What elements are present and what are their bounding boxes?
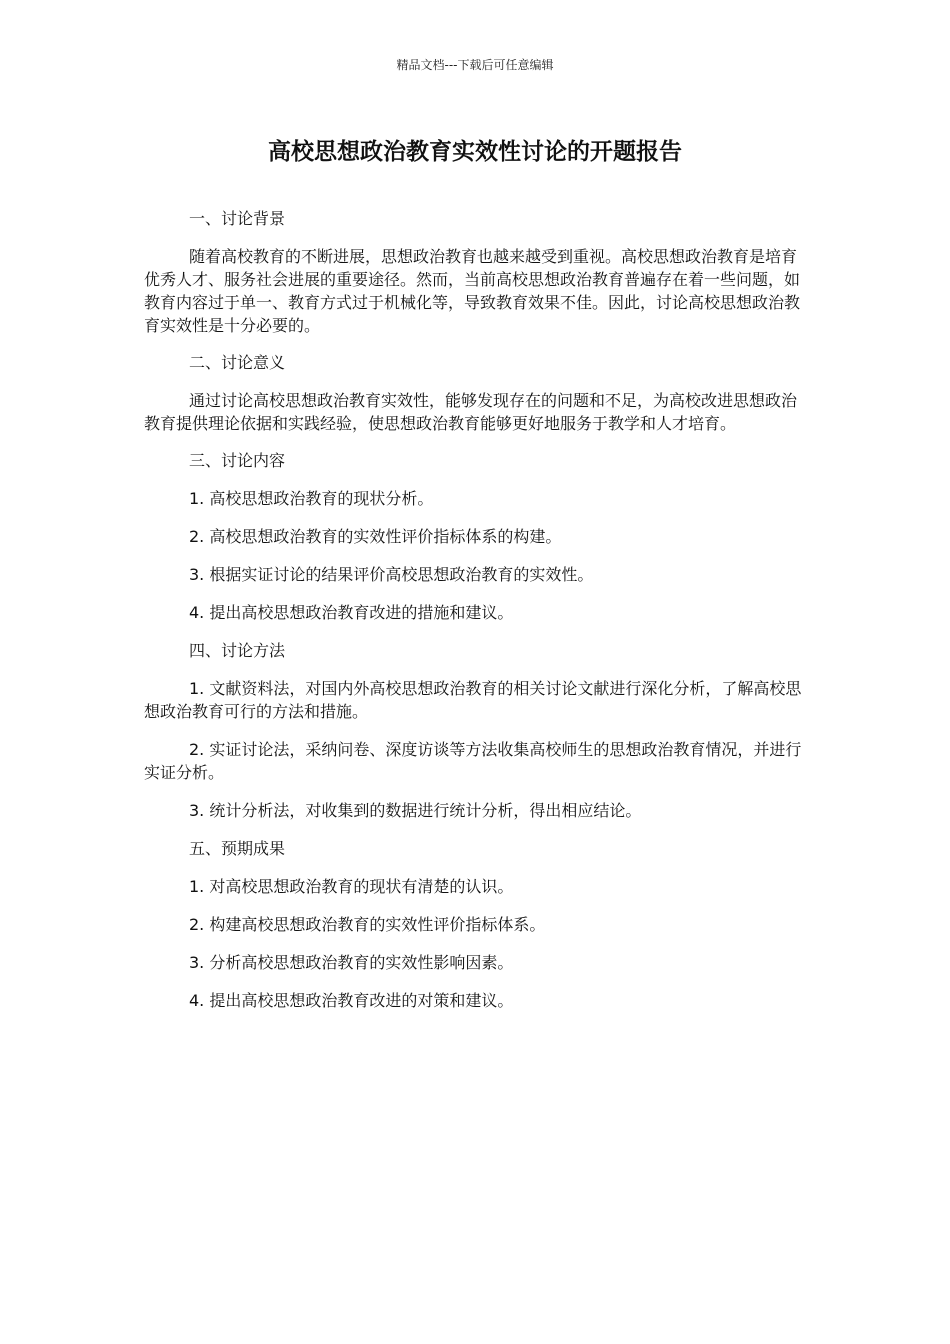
section-heading-significance: 二、讨论意义 xyxy=(189,353,286,372)
results-list-item: 1. 对高校思想政治教育的现状有清楚的认识。 xyxy=(189,877,514,896)
content-list-item: 3. 根据实证讨论的结果评价高校思想政治教育的实效性。 xyxy=(189,565,594,584)
content-list-item: 1. 高校思想政治教育的现状分析。 xyxy=(189,489,434,508)
section-paragraph-significance: 通过讨论高校思想政治教育实效性，能够发现存在的问题和不足，为高校改进思想政治教育提供理论依据和实践经验，使思想政治教育能够更好地服务于教学和人才培育。 xyxy=(144,391,798,433)
document-title: 高校思想政治教育实效性讨论的开题报告 xyxy=(268,139,682,165)
section-heading-content: 三、讨论内容 xyxy=(189,451,286,470)
methods-list-item: 3. 统计分析法，对收集到的数据进行统计分析，得出相应结论。 xyxy=(189,801,642,820)
section-heading-expected-results: 五、预期成果 xyxy=(189,839,286,858)
section-heading-background: 一、讨论背景 xyxy=(189,209,286,228)
document-body xyxy=(144,207,806,1027)
methods-list-item: 2. 实证讨论法，采纳问卷、深度访谈等方法收集高校师生的思想政治教育情况，并进行实证分析。 xyxy=(144,740,802,782)
results-list-item: 2. 构建高校思想政治教育的实效性评价指标体系。 xyxy=(189,915,546,934)
results-list-item: 4. 提出高校思想政治教育改进的对策和建议。 xyxy=(189,991,514,1010)
header-note: 精品文档---下载后可任意编辑 xyxy=(396,58,554,72)
section-paragraph-background: 随着高校教育的不断进展，思想政治教育也越来越受到重视。高校思想政治教育是培育优秀人才、服务社会进展的重要途径。然而，当前高校思想政治教育普遍存在着一些问题，如教育内容过于单一、教育方式过于机械化等，导致教育效果不佳。因此，讨论高校思想政治教育实效性是十分必要的。 xyxy=(144,247,801,335)
content-list-item: 2. 高校思想政治教育的实效性评价指标体系的构建。 xyxy=(189,527,562,546)
results-list-item: 3. 分析高校思想政治教育的实效性影响因素。 xyxy=(189,953,514,972)
section-heading-methods: 四、讨论方法 xyxy=(189,641,286,660)
content-list-item: 4. 提出高校思想政治教育改进的措施和建议。 xyxy=(189,603,514,622)
methods-list-item: 1. 文献资料法，对国内外高校思想政治教育的相关讨论文献进行深化分析，了解高校思想政治教育可行的方法和措施。 xyxy=(144,679,802,721)
